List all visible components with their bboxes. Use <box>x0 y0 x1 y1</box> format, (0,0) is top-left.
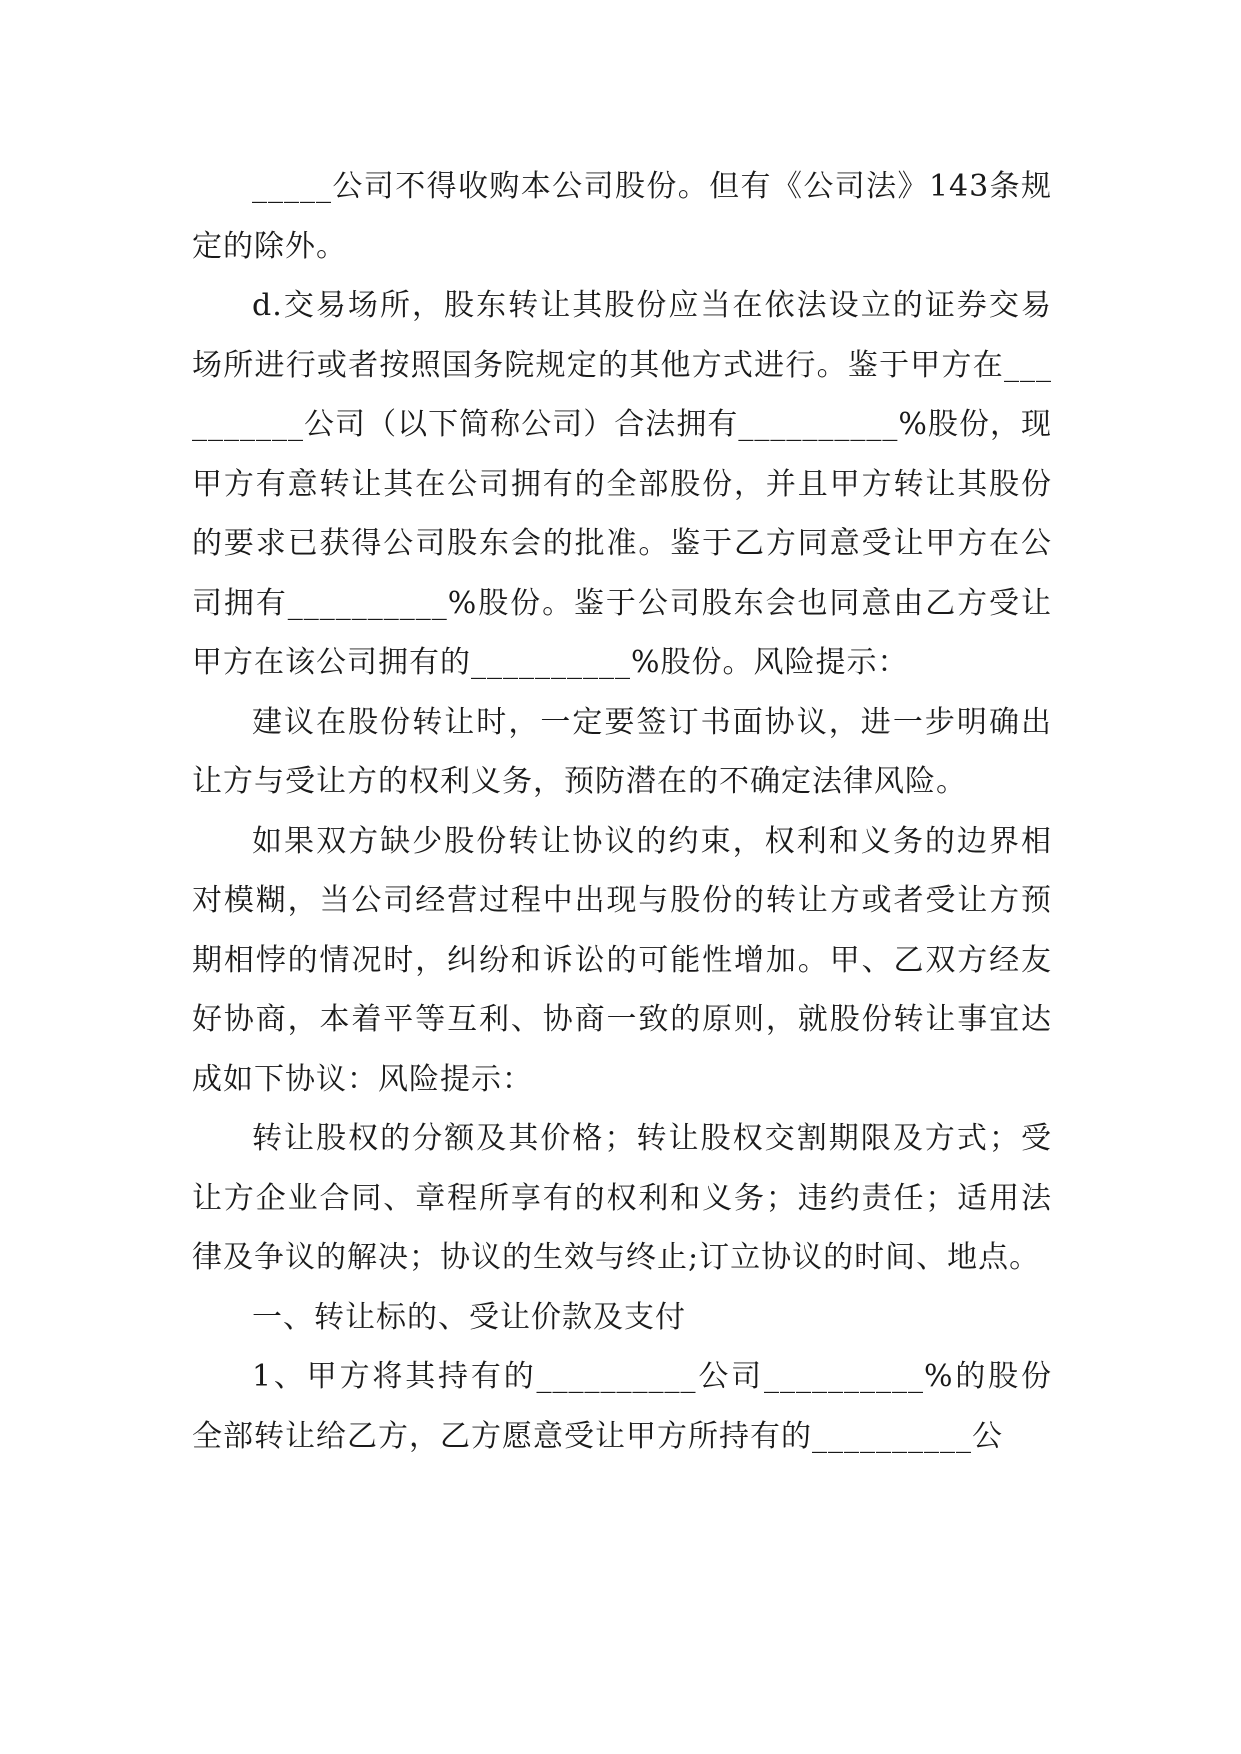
paragraph-dispute-risk: 如果双方缺少股份转让协议的约束，权利和义务的边界相对模糊，当公司经营过程中出现与股份的转让方或者受让方预期相悖的情况时，纠纷和诉讼的可能性增加。甲、乙双方经友好协商，本着平等互利、协商一致的原则，就股份转让事宜达成如下协议：风险提示： <box>192 823 1052 1097</box>
paragraph-written-agreement-advice: 建议在股份转让时，一定要签订书面协议，进一步明确出让方与受让方的权利义务，预防潜在的不确定法律风险。 <box>192 704 1052 799</box>
document-body <box>192 157 1052 1466</box>
section-heading-transfer-subject: 一、转让标的、受让价款及支付 <box>252 1299 686 1335</box>
paragraph-trading-venue: d.交易场所，股东转让其股份应当在依法设立的证券交易场所进行或者按照国务院规定的其他方式进行。鉴于甲方在__________公司（以下简称公司）合法拥有__________%股份，现甲方有意转让其在公司拥有的全部股份，并且甲方转让其股份的要求已获得公司股东会的批准。鉴于乙方同意受让甲方在公司拥有__________%股份。鉴于公司股东会也同意由乙方受让甲方在该公司拥有的__________%股份。风险提示： <box>192 288 1052 680</box>
paragraph-agreement-terms: 转让股权的分额及其价格；转让股权交割期限及方式；受让方企业合同、章程所享有的权利和义务；违约责任；适用法律及争议的解决；协议的生效与终止;订立协议的时间、地点。 <box>192 1121 1052 1275</box>
paragraph-clause-1: 1、甲方将其持有的__________公司__________%的股份全部转让给乙方，乙方愿意受让甲方所持有的__________公 <box>192 1359 1052 1454</box>
paragraph-share-repurchase: _____公司不得收购本公司股份。但有《公司法》143条规定的除外。 <box>192 169 1052 264</box>
